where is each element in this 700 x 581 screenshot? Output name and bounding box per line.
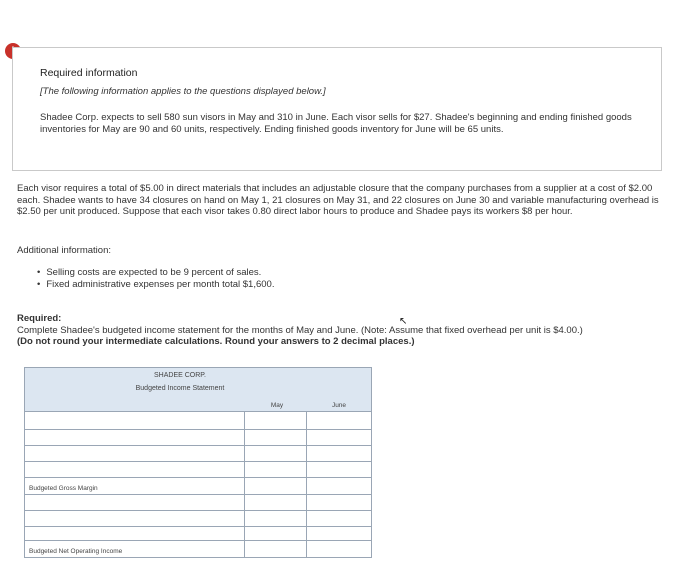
- net-income-label: Budgeted Net Operating Income: [29, 548, 123, 555]
- table-row-gross-margin: [25, 478, 371, 495]
- problem-details: Each visor requires a total of $5.00 in direct materials that includes an adjustable closure that the company purchases from a supplier at a cost of $2.00 each. Shadee wants to have 34 closures on hand on May 1, 21 closures on May 31, and 22 closures on June 30 and variable manufacturing overhead is $2.50 per unit produced. Suppose that each visor takes 0.80 direct labor hours to produce and Shadee pays its workers $8 per hour.: [17, 183, 659, 217]
- required-information-box: [12, 47, 662, 171]
- gross-margin-label-cell: [25, 478, 245, 494]
- statement-header: [25, 368, 371, 412]
- required-instructions: (Do not round your intermediate calculations. Round your answers to 2 decimal places.): [17, 336, 415, 347]
- june-gross-margin-input[interactable]: [307, 478, 371, 494]
- june-value-input[interactable]: [307, 511, 371, 526]
- info-paragraph: Shadee Corp. expects to sell 580 sun visors in May and 310 in June. Each visor sells for $27. Shadee's beginning and ending finished goods inventories for May are 90 and 60 units, respectively. Ending finished goods inventory for June will be 65 units.: [40, 112, 632, 135]
- june-value-input[interactable]: [307, 446, 371, 461]
- may-value-input[interactable]: [245, 511, 307, 526]
- row-label-input[interactable]: [25, 412, 245, 429]
- june-value-input[interactable]: [307, 527, 371, 540]
- income-statement-table: [24, 367, 372, 558]
- required-text: Complete Shadee's budgeted income statement for the months of May and June. (Note: Assume that fixed overhead per unit is $4.00.): [17, 324, 583, 336]
- row-label-input[interactable]: [25, 495, 245, 510]
- may-value-input[interactable]: [245, 527, 307, 540]
- row-label-input[interactable]: [25, 430, 245, 445]
- statement-title: Budgeted Income Statement: [135, 385, 225, 392]
- june-net-income-input[interactable]: [307, 541, 371, 557]
- additional-info-list: [37, 267, 274, 290]
- company-name: SHADEE CORP.: [154, 372, 206, 379]
- table-row: [25, 527, 371, 541]
- list-item: • Fixed administrative expenses per month total $1,600.: [37, 279, 274, 291]
- required-label: Required:: [17, 313, 62, 324]
- may-value-input[interactable]: [245, 412, 307, 429]
- additional-info-label: Additional information:: [17, 245, 111, 256]
- mouse-cursor-icon: ↖: [399, 316, 408, 327]
- row-label-input[interactable]: [25, 511, 245, 526]
- table-row: [25, 430, 371, 446]
- row-label-input[interactable]: [25, 527, 245, 540]
- list-item: • Selling costs are expected to be 9 percent of sales.: [37, 267, 274, 279]
- table-row: [25, 412, 371, 430]
- june-value-input[interactable]: [307, 495, 371, 510]
- info-note: [The following information applies to the questions displayed below.]: [40, 86, 326, 97]
- required-section: [17, 313, 677, 348]
- june-value-input[interactable]: [307, 462, 371, 477]
- may-net-income-input[interactable]: [245, 541, 307, 557]
- table-row: [25, 462, 371, 478]
- row-label-input[interactable]: [25, 462, 245, 477]
- row-label-input[interactable]: [25, 446, 245, 461]
- may-value-input[interactable]: [245, 462, 307, 477]
- table-row-net-income: [25, 541, 371, 557]
- info-title: Required information: [40, 67, 138, 79]
- june-value-input[interactable]: [307, 430, 371, 445]
- may-value-input[interactable]: [245, 430, 307, 445]
- table-row: [25, 511, 371, 527]
- june-value-input[interactable]: [307, 412, 371, 429]
- column-header-june: June: [331, 402, 347, 409]
- may-value-input[interactable]: [245, 446, 307, 461]
- may-value-input[interactable]: [245, 495, 307, 510]
- net-income-label-cell: [25, 541, 245, 557]
- table-row: [25, 495, 371, 511]
- gross-margin-label: Budgeted Gross Margin: [29, 485, 98, 492]
- column-header-may: May: [270, 402, 284, 409]
- table-row: [25, 446, 371, 462]
- may-gross-margin-input[interactable]: [245, 478, 307, 494]
